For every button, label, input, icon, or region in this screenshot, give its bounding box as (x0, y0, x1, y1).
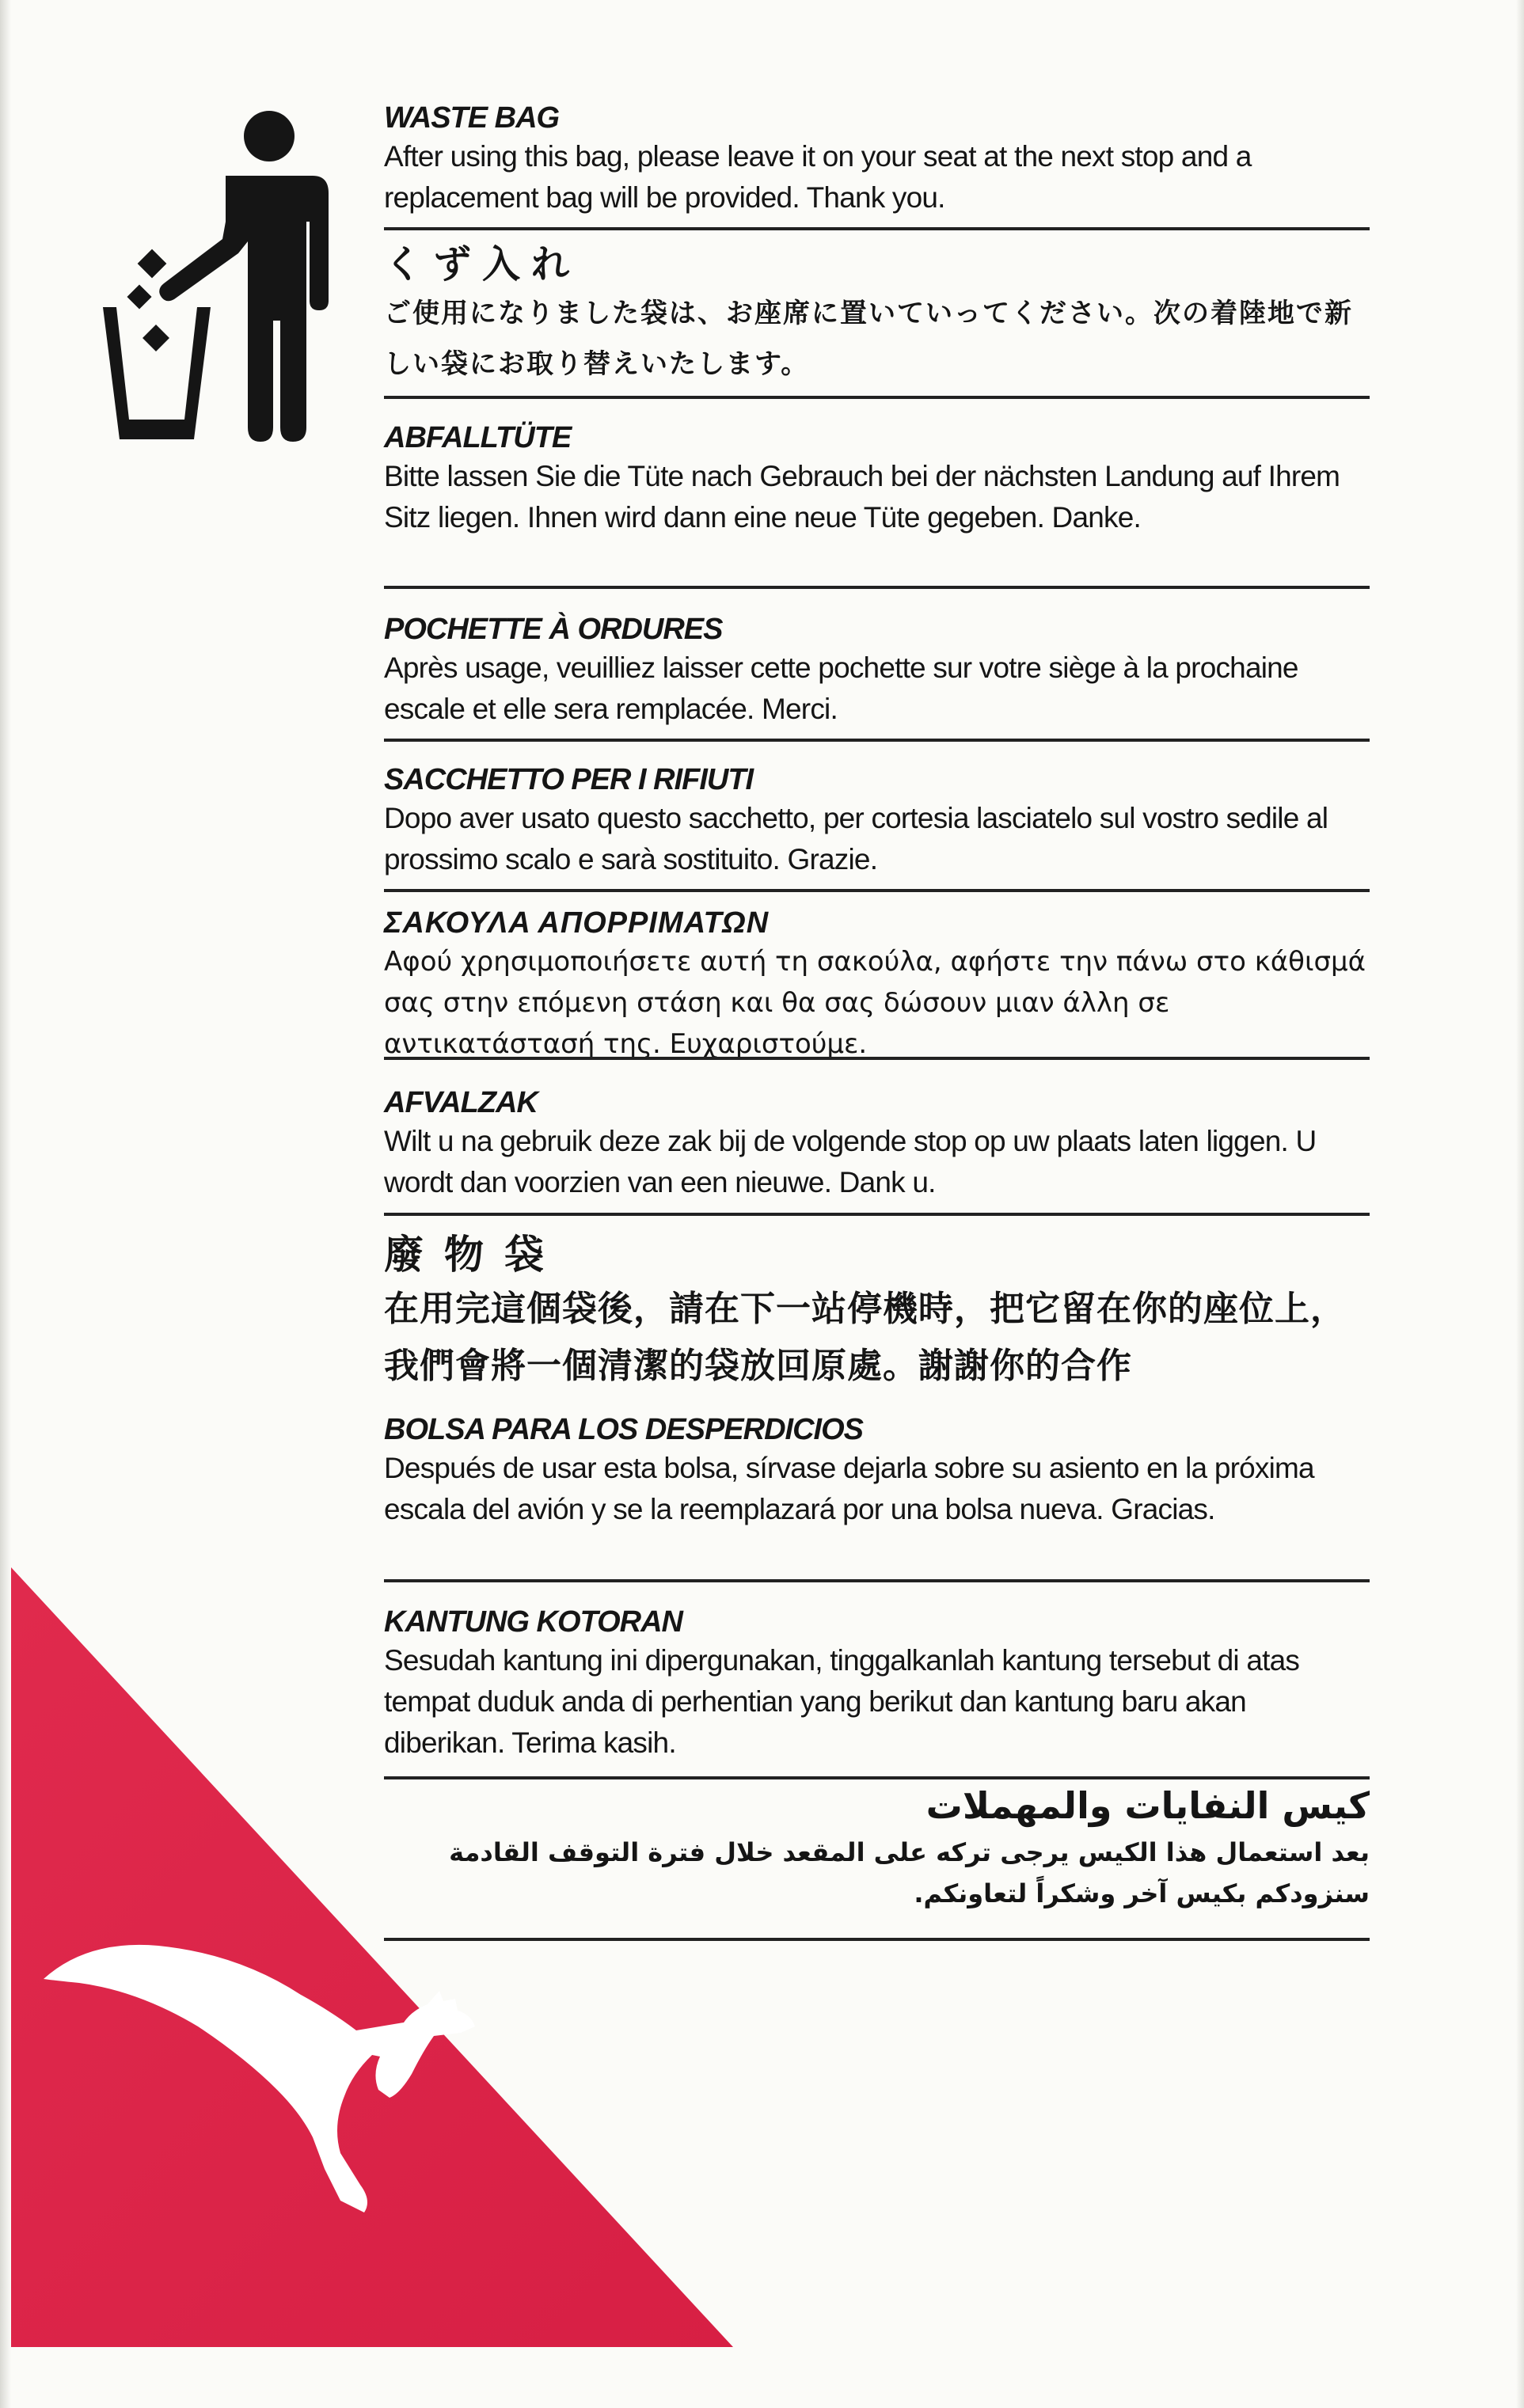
section-greek (384, 905, 1370, 1065)
section-title: ABFALLTÜTE (384, 421, 572, 454)
section-text: After using this bag, please leave it on your seat at the next stop and a replacement bag will be provided. Thank you. (384, 140, 1252, 214)
pictogram-body (159, 176, 329, 442)
section-title: BOLSA PARA LOS DESPERDICIOS (384, 1413, 863, 1446)
section-title: POCHETTE À ORDURES (384, 613, 723, 646)
section-text: Bitte lassen Sie die Tüte nach Gebrauch bei der nächsten Landung auf Ihrem Sitz liegen. Ihnen wird dann eine neue Tüte gegeben. Danke. (384, 460, 1340, 534)
divider (384, 1213, 1370, 1216)
section-spanish (384, 1411, 1370, 1530)
section-text: Después de usar esta bolsa, sírvase dejarla sobre su asiento en la próxima escala del avión y se la reemplazará por una bolsa nueva. Gracias. (384, 1452, 1314, 1525)
divider (384, 1057, 1370, 1060)
divider (384, 1938, 1370, 1941)
section-text: بعد استعمال هذا الكيس يرجى تركه على المقعد خلال فترة التوقف القادمة سنزودكم بكيس آخر وشكراً لتعاونكم. (449, 1837, 1370, 1909)
person-throwing-trash-icon (99, 103, 336, 443)
section-text: ご使用になりました袋は、お座席に置いていってください。次の着陸地で新しい袋にお取り替えいたします。 (384, 298, 1353, 380)
section-text: Αφού χρησιμοποιήσετε αυτή τη σακούλα, αφήστε την πάνω στο κάθισμά σας στην επόμενη στάση και θα σας δώσουν μιαν άλλη σε αντικατάστασή της. Ευχαριστούμε. (384, 946, 1366, 1060)
section-text: Wilt u na gebruik deze zak bij de volgende stop op uw plaats laten liggen. U wordt dan voorzien van een nieuwe. Dank u. (384, 1125, 1317, 1198)
section-german (384, 420, 1370, 538)
section-title: AFVALZAK (384, 1086, 538, 1119)
divider (384, 227, 1370, 230)
section-japanese (384, 241, 1370, 389)
section-text: Après usage, veuilliez laisser cette pochette sur votre siège à la prochaine escale et elle sera remplacée. Merci. (384, 651, 1298, 725)
section-title: KANTUNG KOTORAN (384, 1605, 682, 1639)
section-chinese (384, 1229, 1370, 1395)
divider (384, 586, 1370, 589)
pictogram-falling-piece (127, 284, 151, 309)
pictogram-falling-piece (138, 249, 167, 279)
section-title: くず入れ (384, 242, 581, 287)
section-title: 廢物袋 (384, 1232, 564, 1278)
pictogram-bin-content (143, 325, 169, 351)
section-french (384, 611, 1370, 730)
section-title: كيس النفايات والمهملات (925, 1784, 1370, 1827)
section-dutch (384, 1084, 1370, 1203)
section-english (384, 100, 1370, 218)
section-title: SACCHETTO PER I RIFIUTI (384, 763, 754, 796)
divider (384, 1579, 1370, 1582)
section-title: ΣΑΚΟΥΛΑ ΑΠΟΡΡΙΜΑΤΩΝ (384, 906, 770, 940)
section-title: WASTE BAG (384, 101, 560, 135)
section-text: Sesudah kantung ini dipergunakan, tinggalkanlah kantung tersebut di atas tempat duduk anda di perhentian yang berikut dan kantung baru akan diberikan. Terima kasih. (384, 1644, 1300, 1759)
section-text: 在用完這個袋後，請在下一站停機時，把它留在你的座位上，我們會將一個清潔的袋放回原處。謝謝你的合作 (384, 1289, 1346, 1386)
pictogram-head (244, 111, 295, 161)
section-text: Dopo aver usato questo sacchetto, per cortesia lasciatelo sul vostro sedile al prossimo scalo e sarà sostituito. Grazie. (384, 802, 1328, 875)
section-arabic (384, 1779, 1370, 1914)
paper-fold-right (1516, 0, 1524, 2408)
divider (384, 739, 1370, 742)
divider (384, 889, 1370, 892)
divider (384, 396, 1370, 399)
section-indonesian (384, 1604, 1370, 1764)
section-italian (384, 762, 1370, 880)
